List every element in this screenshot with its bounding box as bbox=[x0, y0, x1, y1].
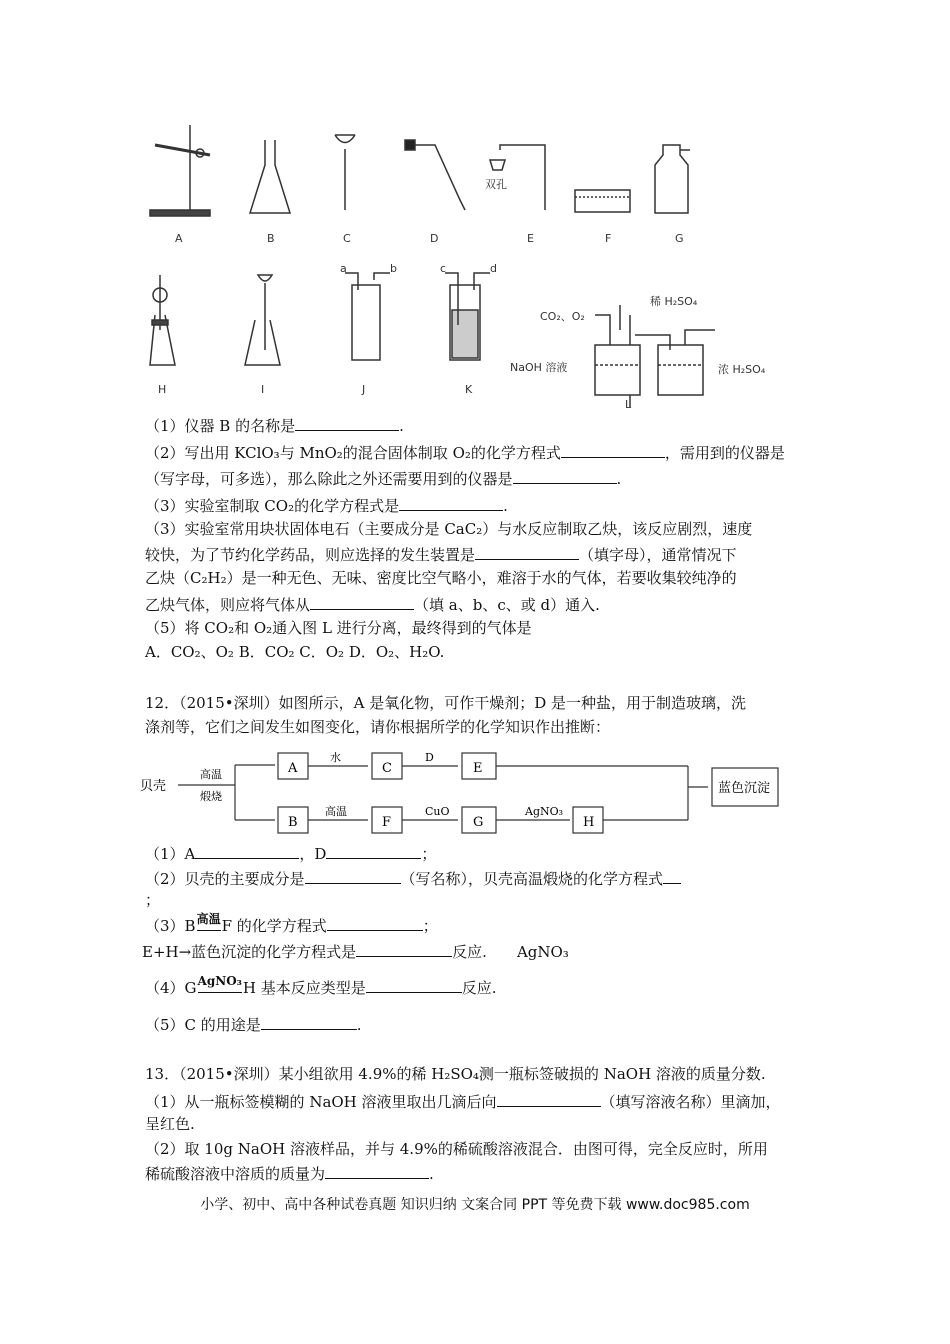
answer-blank[interactable] bbox=[663, 867, 681, 884]
edge-water: 水 bbox=[330, 751, 341, 764]
apparatus-i bbox=[245, 275, 280, 365]
q12-answer-3: （3）B高温F 的化学方程式 ； bbox=[145, 914, 438, 939]
edge-d: D bbox=[425, 751, 434, 764]
edge-hot: 高温 bbox=[325, 805, 347, 818]
q11-line-3: （写字母，可多选），那么除此之外还需要用到的仪器是 . bbox=[145, 467, 621, 490]
label-d: D bbox=[430, 232, 439, 245]
port-c: c bbox=[440, 262, 447, 275]
answer-blank[interactable] bbox=[261, 1013, 357, 1030]
q12-line-2: 涤剂等，它们之间发生如图变化，请你根据所学的化学知识作出推断： bbox=[145, 718, 611, 736]
label-b: B bbox=[267, 232, 275, 245]
apparatus-d-tube bbox=[405, 140, 465, 210]
label-j: J bbox=[362, 383, 366, 396]
apparatus-figure bbox=[140, 125, 780, 415]
node-b: B bbox=[288, 815, 298, 830]
answer-blank[interactable] bbox=[513, 467, 617, 484]
q11-line-7: 乙炔（C₂H₂）是一种无色、无味、密度比空气略小，难溶于水的气体，若要收集较纯净的 bbox=[145, 569, 737, 587]
label-a: A bbox=[175, 232, 183, 245]
q12-answer-4: E+H→蓝色沉淀的化学方程式是 反应. AgNO₃ bbox=[142, 940, 569, 963]
answer-blank[interactable] bbox=[366, 976, 462, 993]
answer-blank[interactable] bbox=[326, 842, 421, 859]
flow-cond-2: 煅烧 bbox=[200, 790, 222, 803]
q13-line-2: （1）从一瓶标签模糊的 NaOH 溶液里取出几滴后向 （填写溶液名称）里滴加， bbox=[145, 1090, 781, 1113]
label-e-double-hole: 双孔 bbox=[485, 178, 507, 191]
answer-blank[interactable] bbox=[561, 441, 665, 458]
q11-line-5: （3）实验室常用块状固体电石（主要成分是 CaC₂）与水反应制取乙炔，该反应剧烈，速度 bbox=[145, 520, 753, 538]
flow-start: 贝壳 bbox=[140, 779, 167, 794]
apparatus-g-bottle bbox=[655, 145, 690, 213]
q11-line-6: 较快，为了节约化学药品，则应选择的发生装置是 （填字母），通常情况下 bbox=[145, 543, 737, 566]
port-a: a bbox=[340, 262, 347, 275]
q12-answer-1: （1）A ，D ； bbox=[145, 842, 436, 865]
l-label-conc: 浓 H₂SO₄ bbox=[718, 363, 766, 376]
label-k: K bbox=[465, 383, 473, 396]
node-e: E bbox=[473, 761, 483, 776]
node-h: H bbox=[583, 815, 595, 830]
apparatus-k bbox=[445, 273, 490, 360]
q13-line-4: （2）取 10g NaOH 溶液样品，并与 4.9%的稀硫酸溶液混合．由图可得，完全反应时，所用 bbox=[145, 1140, 768, 1158]
answer-blank[interactable] bbox=[399, 494, 503, 511]
page-footer: 小学、初中、高中各种试卷真题 知识归纳 文案合同 PPT 等免费下载 www.doc985.com bbox=[200, 1197, 750, 1213]
l-label-naoh: NaOH 溶液 bbox=[510, 361, 568, 374]
q12-answer-5: （4）GAgNO₃H 基本反应类型是 反应. bbox=[145, 976, 497, 1001]
q11-options: A．CO₂、O₂ B．CO₂ C．O₂ D．O₂、H₂O. bbox=[145, 643, 445, 661]
edge-cuo: CuO bbox=[425, 805, 450, 818]
node-a: A bbox=[288, 761, 298, 776]
q11-line-1: （1）仪器 B 的名称是 . bbox=[145, 414, 404, 437]
apparatus-b-conical-flask bbox=[250, 140, 290, 213]
apparatus-f-trough bbox=[575, 190, 630, 212]
port-d: d bbox=[490, 262, 497, 275]
q11-line-9: （5）将 CO₂和 O₂通入图 L 进行分离，最终得到的气体是 bbox=[145, 619, 532, 637]
apparatus-j bbox=[345, 273, 390, 360]
answer-blank[interactable] bbox=[325, 1162, 429, 1179]
reaction-flow-diagram bbox=[140, 750, 780, 845]
answer-blank[interactable] bbox=[497, 1090, 601, 1107]
l-label-gas: CO₂、O₂ bbox=[540, 310, 585, 323]
node-c: C bbox=[382, 761, 392, 776]
q13-line-3: 呈红色. bbox=[145, 1115, 195, 1133]
q12-answer-2b: ； bbox=[145, 891, 161, 909]
q11-line-2: （2）写出用 KClO₃与 MnO₂的混合固体制取 O₂的化学方程式 ，需用到的仪器是 bbox=[145, 441, 785, 464]
answer-blank[interactable] bbox=[475, 543, 579, 560]
node-f: F bbox=[382, 815, 392, 830]
answer-blank[interactable] bbox=[327, 914, 423, 931]
label-i: I bbox=[261, 383, 265, 396]
apparatus-h bbox=[150, 275, 175, 365]
edge-agno3: AgNO₃ bbox=[525, 805, 564, 818]
label-l: L bbox=[625, 398, 632, 411]
q12-answer-2: （2）贝壳的主要成分是 （写名称），贝壳高温煅烧的化学方程式 bbox=[145, 867, 681, 890]
answer-blank[interactable] bbox=[305, 867, 401, 884]
port-b: b bbox=[390, 262, 397, 275]
label-g: G bbox=[675, 232, 684, 245]
q11-line-8: 乙炔气体，则应将气体从 （填 a、b、c、或 d）通入. bbox=[145, 593, 600, 616]
q13-line-5: 稀硫酸溶液中溶质的质量为 . bbox=[145, 1162, 434, 1185]
l-label-acid: 稀 H₂SO₄ bbox=[650, 295, 698, 308]
flow-cond-1: 高温 bbox=[200, 768, 222, 781]
q11-line-4: （3）实验室制取 CO₂的化学方程式是 . bbox=[145, 494, 508, 517]
apparatus-l bbox=[595, 305, 715, 407]
answer-blank[interactable] bbox=[310, 593, 414, 610]
answer-blank[interactable] bbox=[356, 940, 452, 957]
label-f: F bbox=[605, 232, 612, 245]
q13-line-1: 13．（2015•深圳）某小组欲用 4.9%的稀 H₂SO₄测一瓶标签破损的 NaOH 溶液的质量分数. bbox=[145, 1065, 766, 1083]
label-e: E bbox=[527, 232, 534, 245]
label-h: H bbox=[158, 383, 167, 396]
q12-answer-6: （5）C 的用途是 . bbox=[145, 1013, 362, 1036]
q12-line-1: 12．（2015•深圳）如图所示，A 是氧化物，可作干燥剂；D 是一种盐，用于制造玻璃，洗 bbox=[145, 694, 747, 712]
apparatus-c-funnel bbox=[335, 135, 355, 210]
answer-blank[interactable] bbox=[295, 414, 399, 431]
node-g: G bbox=[473, 815, 484, 830]
label-c: C bbox=[343, 232, 351, 245]
node-result: 蓝色沉淀 bbox=[718, 781, 771, 796]
answer-blank[interactable] bbox=[195, 842, 299, 859]
apparatus-a-iron-stand bbox=[150, 125, 210, 216]
